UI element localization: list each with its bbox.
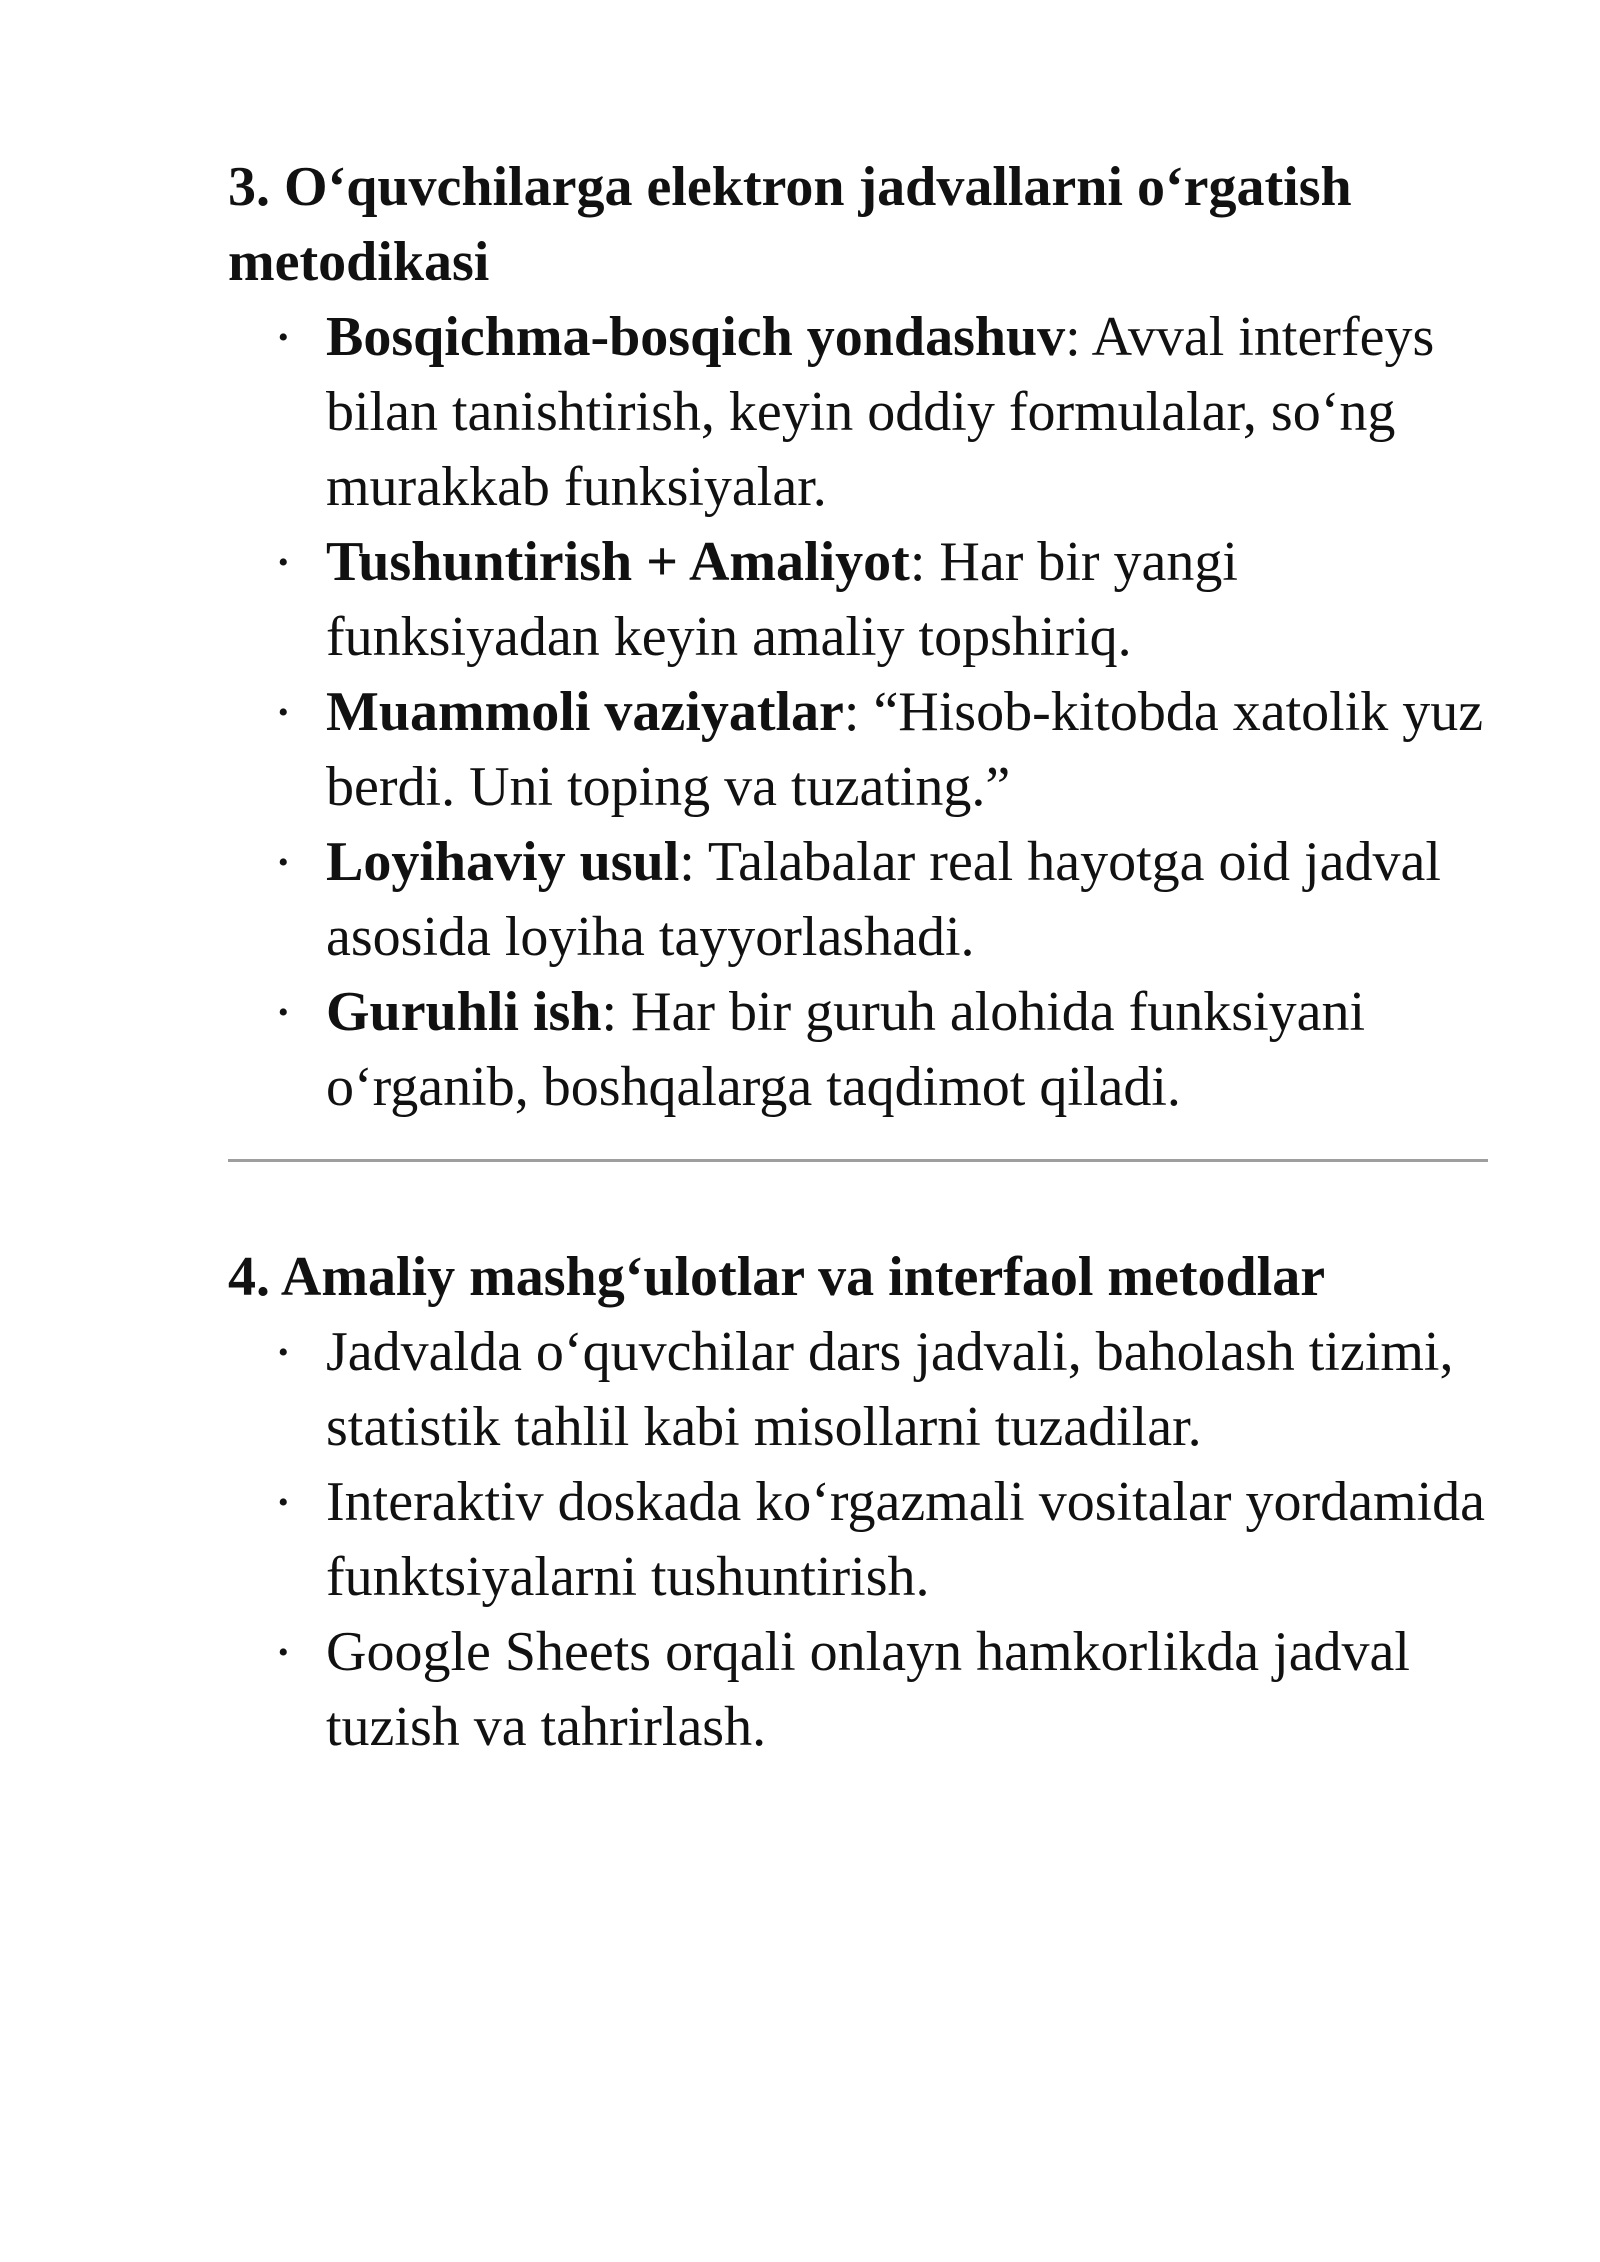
list-item bbox=[228, 525, 1488, 675]
list-item-term: Muammoli vaziyatlar bbox=[326, 681, 844, 743]
bullet-icon: • bbox=[278, 1486, 289, 1519]
list-item-separator: : bbox=[909, 531, 940, 593]
list-item bbox=[228, 1315, 1488, 1465]
list-item bbox=[228, 825, 1488, 975]
section-3-bullet-list bbox=[228, 300, 1488, 1125]
bullet-icon: • bbox=[278, 546, 289, 579]
bullet-icon: • bbox=[278, 1636, 289, 1669]
list-item bbox=[228, 1465, 1488, 1615]
list-item-text: Avval interfeys bilan tanishtirish, keyin oddiy formulalar, so‘ng murakkab funksiyalar. bbox=[326, 306, 1435, 518]
document-page bbox=[228, 150, 1488, 1765]
list-item-text: Interaktiv doskada ko‘rgazmali vositalar yordamida funktsiyalarni tushuntirish. bbox=[326, 1471, 1486, 1608]
list-item-separator: : bbox=[679, 831, 708, 893]
list-item-text: Har bir yangi funksiyadan keyin amaliy topshiriq. bbox=[326, 531, 1238, 668]
list-item-term: Tushuntirish + Amaliyot bbox=[326, 531, 910, 593]
bullet-icon: • bbox=[278, 1336, 289, 1369]
list-item bbox=[228, 1615, 1488, 1765]
section-divider bbox=[228, 1159, 1488, 1162]
section-4-heading: 4. Amaliy mashg‘ulotlar va interfaol metodlar bbox=[228, 1246, 1326, 1308]
list-item-term: Bosqichma-bosqich yondashuv bbox=[326, 306, 1066, 368]
list-item-text: Jadvalda o‘quvchilar dars jadvali, baholash tizimi, statistik tahlil kabi misollarni tuzadilar. bbox=[326, 1321, 1454, 1458]
bullet-icon: • bbox=[278, 846, 289, 879]
list-item-text: Talabalar real hayotga oid jadval asosida loyiha tayyorlashadi. bbox=[326, 831, 1441, 968]
section-4-bullet-list bbox=[228, 1315, 1488, 1765]
list-item bbox=[228, 300, 1488, 525]
list-item-separator: : bbox=[601, 981, 632, 1043]
section-3-heading: 3. O‘quvchilarga elektron jadvallarni o‘rgatish metodikasi bbox=[228, 156, 1352, 293]
list-item-text: Google Sheets orqali onlayn hamkorlikda jadval tuzish va tahrirlash. bbox=[326, 1621, 1410, 1758]
list-item bbox=[228, 675, 1488, 825]
list-item-text: Har bir guruh alohida funksiyani o‘rganib, boshqalarga taqdimot qiladi. bbox=[326, 981, 1366, 1118]
list-item-term: Loyihaviy usul bbox=[326, 831, 680, 893]
list-item-separator: : bbox=[843, 681, 874, 743]
list-item bbox=[228, 975, 1488, 1125]
bullet-icon: • bbox=[278, 996, 289, 1029]
list-item-separator: : bbox=[1065, 306, 1092, 368]
list-item-text: “Hisob-kitobda xatolik yuz berdi. Uni toping va tuzating.” bbox=[326, 681, 1484, 818]
list-item-term: Guruhli ish bbox=[326, 981, 602, 1043]
bullet-icon: • bbox=[278, 321, 289, 354]
bullet-icon: • bbox=[278, 696, 289, 729]
